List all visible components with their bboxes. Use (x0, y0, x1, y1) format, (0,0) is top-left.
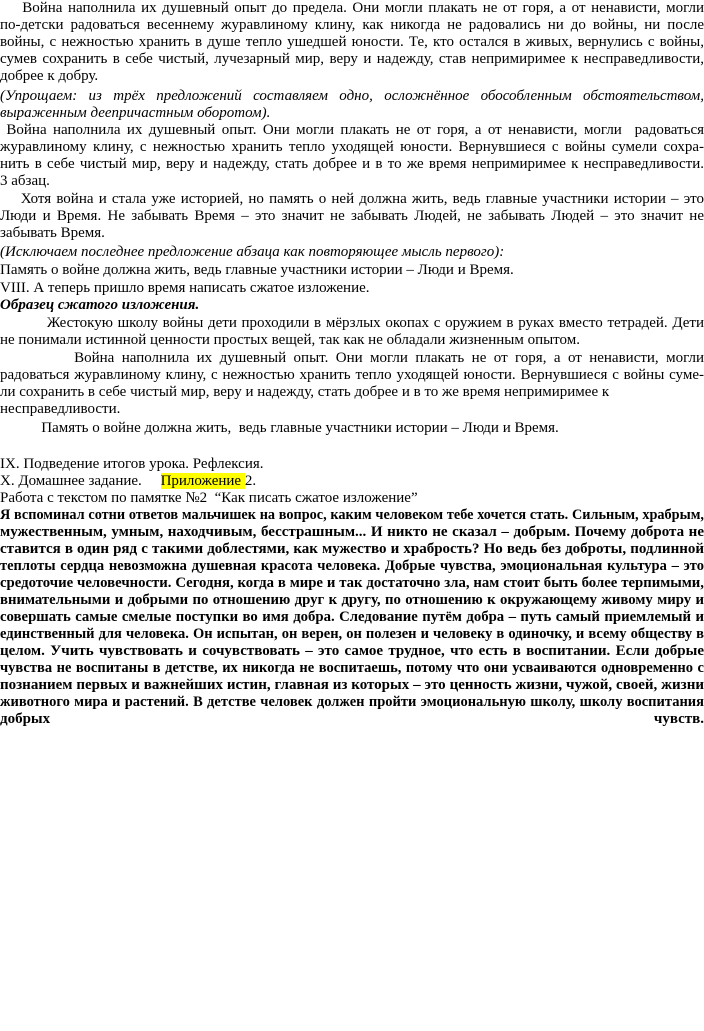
section-heading: IX. Подведение итогов урока. Рефлексия. (0, 456, 264, 472)
paragraph-line: несправедливости. (0, 401, 121, 417)
bold-text-line: целом. Учить чувствовать и сочувствовать – это самое трудное, что есть в воспитании. Если добрые (0, 643, 704, 659)
bold-text-line: мужественным, умным, находчивым, бесстрашным... И никто не сказал – добрым. Почему доброта не (0, 524, 704, 540)
bold-text-line: единственный для человека. Он испытан, он верен, он полезен и человеку в одиночку, и всему обществу в (0, 626, 704, 642)
paragraph-line: добрее к добру. (0, 68, 99, 84)
bold-text-line: совершать самые смелые поступки во имя добра. Следование путём добра – путь самый приемлемый и (0, 609, 704, 625)
paragraph-line: Память о войне должна жить, ведь главные участники истории – Люди и Время. (0, 420, 559, 436)
paragraph-line: ли сохранить в себе чистый мир, веру и надежду, стать добрее и в то же время непримиримее к (0, 384, 610, 400)
bold-text-line: Я вспоминал сотни ответов мальчишек на вопрос, каким человеком тебе хочется стать. Сильным, храбрым, (0, 507, 704, 523)
bold-text-line: добрых чувств. (0, 711, 704, 727)
paragraph-line: Хотя война и стала уже историей, но память о ней должна жить, ведь главные участники истории – это (0, 191, 704, 207)
bold-text-line: чувства не воспитаны в детстве, их никогда не воспитаешь, потому что они усваиваются одновременно с (0, 660, 704, 676)
memo-title: Работа с текстом по памятке №2 “Как писать сжатое изложение” (0, 490, 418, 506)
paragraph-line: Война наполнила их душевный опыт до предела. Они могли плакать не от горя, а от ненависти, могли (0, 0, 704, 16)
italic-note-line: (Упрощаем: из трёх предложений составляем одно, осложнённое обособленным обстоятельством, (0, 88, 704, 104)
bold-text-line: теплоты сердца невозможна душевная красота человека. Добрые чувства, эмоциональная культура – это (0, 558, 704, 574)
paragraph-line: журавлиному клину, с нежностью хранить тепло уходящей юности. Вернувшиеся с войны сумели сохра- (0, 139, 704, 155)
paragraph-line: Война наполнила их душевный опыт. Они могли плакать не от горя, а от ненависти, могли радоваться (0, 122, 704, 138)
homework-label: X. Домашнее задание. (0, 473, 161, 489)
paragraph-line: забывать Время. (0, 225, 105, 241)
section-label: 3 абзац. (0, 173, 50, 189)
bold-text-line (0, 728, 704, 745)
paragraph-line: по-детски радоваться весеннему журавлиному клину, как никогда не радовались ни до войны, ни после (0, 17, 704, 33)
paragraph-line: сумев сохранить в себе чистый, лучезарный мир, веру и надежду, став непримиримее к несправедливости, (0, 51, 704, 67)
paragraph-line: Жестокую школу войны дети проходили в мёрзлых окопах с оружием в руках вместо тетрадей. Дети (0, 315, 704, 331)
italic-note-line: выраженным деепричастным оборотом). (0, 105, 271, 121)
bold-text-line: ставится в один ряд с такими доблестями, как мужество и храбрость? Но ведь без доброты, подлинной (0, 541, 704, 557)
paragraph-line: Память о войне должна жить, ведь главные участники истории – Люди и Время. (0, 262, 514, 278)
homework-number: 2. (244, 473, 257, 489)
bold-text-line: средоточие человечности. Сегодня, когда в мире и так достаточно зла, нам стоит быть более терпимыми, (0, 575, 704, 591)
homework-line (0, 473, 704, 490)
paragraph-line: Люди и Время. Не забывать Время – это значит не забывать Людей, не забывать Людей – это значит не (0, 208, 704, 224)
bold-text-line: животного мира и растений. В детстве человек должен пройти эмоциональную школу, школу воспитания (0, 694, 704, 710)
section-heading: VIII. А теперь пришло время написать сжатое изложение. (0, 280, 370, 296)
bold-text-line: познанием первых и важнейших истин, главная из которых – это ценность жизни, чужой, своей, жизни (0, 677, 704, 693)
sample-heading: Образец сжатого изложения. (0, 297, 200, 313)
bold-text-line: внимательными и добрыми по отношению друг к другу, по отношению к окружающему живому миру и (0, 592, 704, 608)
paragraph-line: войны, с нежностью хранить в душе тепло ушедшей юности. Те, кто остался в живых, вернулись с войны, (0, 34, 704, 50)
paragraph-line: нить в себе чистый мир, веру и надежду, стать добрее и в то же время непримиримее к несправедливости. (0, 156, 704, 172)
appendix-link[interactable]: Приложение (160, 473, 245, 489)
paragraph-line: не понимали истинной ценности простых вещей, так как не обладали жизненным опытом. (0, 332, 580, 348)
italic-note-line: (Исключаем последнее предложение абзаца как повторяющее мысль первого): (0, 244, 505, 260)
paragraph-line: Война наполнила их душевный опыт. Они могли плакать не от горя, а от ненависти, могли (0, 350, 704, 366)
paragraph-line: радоваться журавлиному клину, с нежностью хранить тепло уходящей юности. Вернувшиеся с войны суме- (0, 367, 704, 383)
